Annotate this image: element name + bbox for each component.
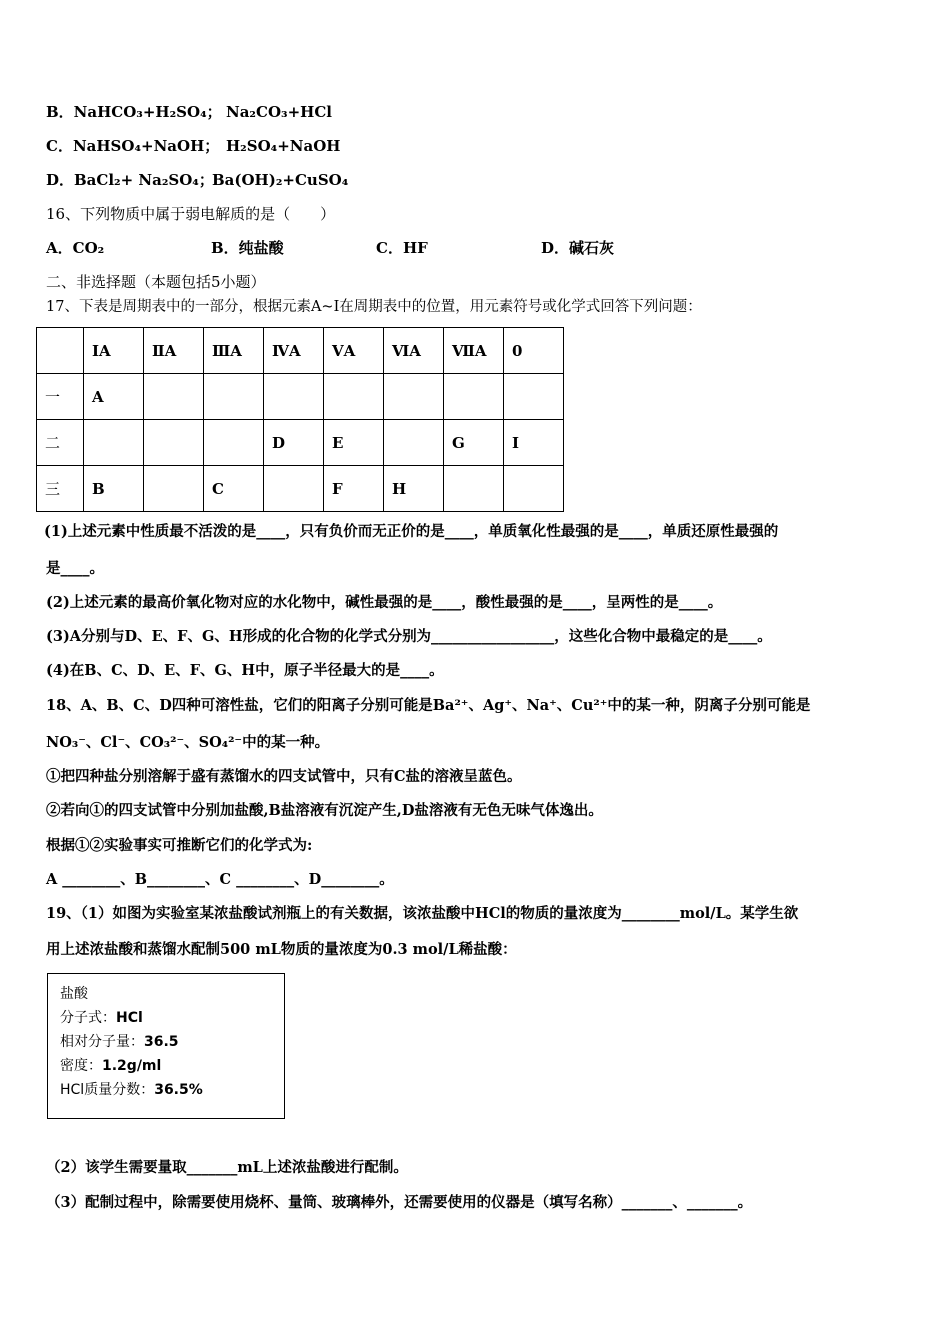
table-header-cell: ⅢA (204, 328, 264, 374)
table-header-cell: ⅡA (144, 328, 204, 374)
q16-option-c: C．HF (376, 239, 428, 257)
q19-part2: （2）该学生需要量取_______mL上述浓盐酸进行配制。 (46, 1159, 408, 1176)
mw-label: 相对分子量： (60, 1034, 144, 1050)
table-cell: I (504, 420, 564, 466)
reagent-label (47, 973, 285, 1119)
q16-option-a: A．CO₂ (46, 239, 105, 257)
table-cell: G (444, 420, 504, 466)
q15-option-c-part2: H₂SO₄+NaOH (226, 137, 341, 155)
q15-option-b (46, 102, 332, 122)
table-cell (144, 420, 204, 466)
q16-option-b: B．纯盐酸 (211, 239, 284, 257)
table-cell (444, 374, 504, 420)
q17-part4: (4)在B、C、D、E、F、G、H中，原子半径最大的是____。 (46, 662, 444, 679)
q18-stem-a: 18、A、B、C、D四种可溶性盐，它们的阳离子分别可能是Ba²⁺、Ag⁺、Na⁺、Cu²⁺中的某一种，阴离子分别可能是 (46, 697, 811, 714)
table-header-row (37, 328, 564, 374)
q19-part1b: 用上述浓盐酸和蒸馏水配制500 mL物质的量浓度为0.3 mol/L稀盐酸： (46, 941, 517, 958)
q16-option-d: D．碱石灰 (541, 239, 615, 257)
q18-step1: ①把四种盐分别溶解于盛有蒸馏水的四支试管中，只有C盐的溶液呈蓝色。 (46, 768, 522, 785)
table-cell (324, 374, 384, 420)
table-cell: D (264, 420, 324, 466)
q15-option-b-part2: Na₂CO₃+HCl (226, 103, 332, 121)
q15-option-d-part2: Ba(OH)₂+CuSO₄ (212, 171, 349, 189)
table-cell (144, 466, 204, 512)
q18-stem-b: NO₃⁻、Cl⁻、CO₃²⁻、SO₄²⁻中的某一种。 (46, 734, 330, 751)
table-row (37, 374, 564, 420)
table-row (37, 466, 564, 512)
table-cell: F (324, 466, 384, 512)
q17-part1b: 是____。 (46, 560, 104, 577)
table-row (37, 420, 564, 466)
q19-part1a: 19、（1）如图为实验室某浓盐酸试剂瓶上的有关数据，该浓盐酸中HCl的物质的量浓度为________mol/L。某学生欲 (46, 905, 799, 922)
reagent-mw-row (60, 1030, 272, 1054)
density-label: 密度： (60, 1058, 102, 1074)
table-header-cell: ⅠA (84, 328, 144, 374)
table-cell: E (324, 420, 384, 466)
table-cell: B (84, 466, 144, 512)
table-cell (504, 466, 564, 512)
table-cell (504, 374, 564, 420)
formula-label: 分子式： (60, 1010, 116, 1026)
table-cell: C (204, 466, 264, 512)
table-cell (144, 374, 204, 420)
table-header-cell: ⅦA (444, 328, 504, 374)
table-cell (204, 374, 264, 420)
table-cell: H (384, 466, 444, 512)
table-header-cell: ⅤA (324, 328, 384, 374)
table-cell (384, 374, 444, 420)
table-cell: A (84, 374, 144, 420)
table-cell (444, 466, 504, 512)
periodic-table (36, 327, 564, 512)
section-title: 二、非选择题（本题包括5小题） (46, 273, 266, 291)
mw-value: 36.5 (144, 1034, 179, 1050)
table-cell (37, 328, 84, 374)
q17-part2: (2)上述元素的最高价氧化物对应的水化物中，碱性最强的是____，酸性最强的是____，呈两性的是____。 (46, 594, 723, 611)
table-cell (264, 374, 324, 420)
table-cell (204, 420, 264, 466)
period-label: 三 (37, 466, 84, 512)
formula-value: HCl (116, 1010, 143, 1026)
q15-option-c-part1: C．NaHSO₄+NaOH； (46, 137, 220, 155)
table-header-cell: ⅥA (384, 328, 444, 374)
q15-option-b-part1: B．NaHCO₃+H₂SO₄； (46, 103, 222, 121)
reagent-formula-row (60, 1006, 272, 1030)
q16-stem: 16、下列物质中属于弱电解质的是（ ） (46, 205, 336, 223)
table-cell (264, 466, 324, 512)
table-cell (384, 420, 444, 466)
table-header-cell: 0 (504, 328, 564, 374)
q17-part3: (3)A分别与D、E、F、G、H形成的化合物的化学式分别为_________________，这些化合物中最稳定的是____。 (46, 628, 772, 645)
density-value: 1.2g/ml (102, 1058, 162, 1074)
q16-options (46, 238, 614, 258)
period-label: 二 (37, 420, 84, 466)
q18-step3: 根据①②实验事实可推断它们的化学式为: (46, 837, 313, 854)
fraction-value: 36.5% (154, 1082, 203, 1098)
q17-part1a: (1)上述元素中性质最不活泼的是____，只有负价而无正价的是____，单质氧化性最强的是____，单质还原性最强的 (44, 523, 779, 540)
q17-stem: 17、下表是周期表中的一部分，根据元素A~I在周期表中的位置，用元素符号或化学式回答下列问题： (46, 299, 702, 315)
table-cell (84, 420, 144, 466)
table-header-cell: ⅣA (264, 328, 324, 374)
q18-answers: A ________、B________、C ________、D________。 (46, 871, 394, 888)
q18-step2: ②若向①的四支试管中分别加盐酸,B盐溶液有沉淀产生,D盐溶液有无色无味气体逸出。 (46, 802, 603, 819)
fraction-label: HCl质量分数： (60, 1082, 155, 1098)
q19-part3: （3）配制过程中，除需要使用烧杯、量筒、玻璃棒外，还需要使用的仪器是（填写名称）_______、_______。 (46, 1194, 753, 1211)
reagent-fraction-row (60, 1078, 272, 1102)
period-label: 一 (37, 374, 84, 420)
q15-option-c (46, 136, 340, 156)
q15-option-d (46, 170, 348, 190)
q15-option-d-part1: D．BaCl₂+ Na₂SO₄； (46, 171, 214, 189)
reagent-name: 盐酸 (60, 986, 88, 1002)
reagent-density-row (60, 1054, 272, 1078)
